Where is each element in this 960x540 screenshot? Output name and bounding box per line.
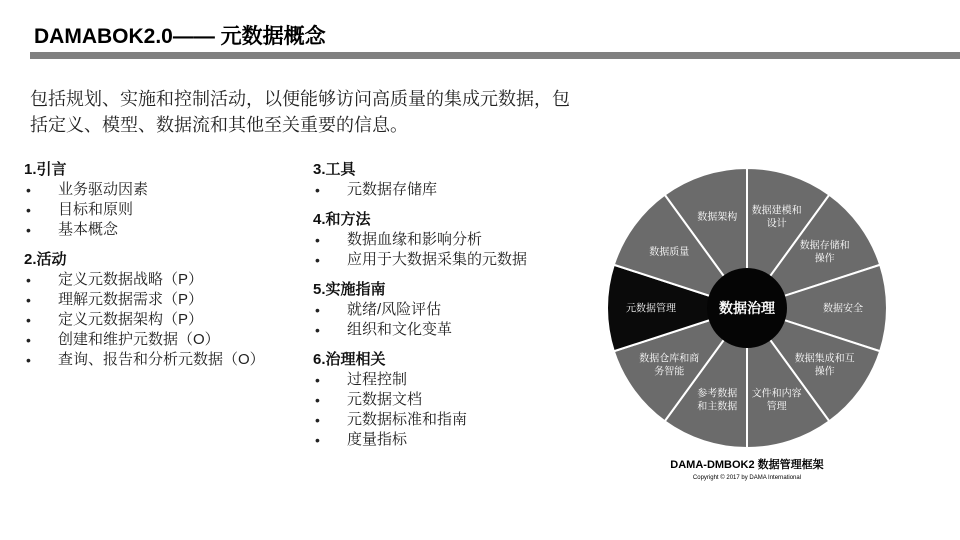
- section-heading: 1.引言: [24, 161, 67, 178]
- section-activities: [24, 250, 324, 370]
- list-item: • 应用于大数据采集的元数据: [313, 250, 613, 270]
- page-title: DAMABOK2.0—— 元数据概念: [34, 25, 326, 48]
- wheel-caption: DAMA-DMBOK2 数据管理框架: [670, 459, 824, 471]
- wheel-segment-label-line: 元数据管理: [626, 303, 676, 315]
- wheel-segment-label: [697, 210, 737, 223]
- dmbok-wheel-diagram: [597, 158, 897, 448]
- wheel-segment-label-line: 操作: [814, 253, 835, 265]
- left-outline-column: [24, 160, 324, 380]
- list-item: • 数据血缘和影响分析: [313, 230, 613, 250]
- list-item: • 就绪/风险评估: [313, 300, 613, 320]
- list-item: • 过程控制: [313, 370, 613, 390]
- wheel-segment-label: [626, 302, 676, 315]
- wheel-segment-label-line: 操作: [814, 366, 835, 378]
- wheel-segment-label-line: 数据建模和: [751, 205, 802, 217]
- section-introduction: [24, 160, 324, 240]
- wheel-segment-label: [823, 302, 863, 315]
- bullet-list: [24, 270, 324, 370]
- wheel-segment-label-line: 数据架构: [697, 212, 738, 224]
- bullet-list: [24, 180, 324, 240]
- list-item: • 理解元数据需求（P）: [24, 290, 324, 310]
- bullet-list: [313, 180, 613, 200]
- list-item: • 查询、报告和分析元数据（O）: [24, 350, 324, 370]
- list-item: • 元数据文档: [313, 390, 613, 410]
- section-governance: [313, 350, 613, 450]
- section-heading: 5.实施指南: [313, 281, 386, 298]
- list-item: • 目标和原则: [24, 200, 324, 220]
- list-item: • 度量指标: [313, 430, 613, 450]
- wheel-segment-label-line: 文件和内容: [751, 388, 802, 400]
- right-outline-column: [313, 160, 613, 460]
- wheel-copyright: Copyright © 2017 by DAMA International: [692, 475, 802, 481]
- wheel-segment-label-line: 设计: [766, 218, 787, 230]
- dmbok-wheel-figure: [597, 158, 897, 498]
- list-item: • 组织和文化变革: [313, 320, 613, 340]
- section-heading: 6.治理相关: [313, 351, 386, 368]
- list-item: • 定义元数据架构（P）: [24, 310, 324, 330]
- wheel-center-label: 数据治理: [719, 301, 775, 317]
- title-divider: [30, 52, 960, 59]
- list-item: • 元数据标准和指南: [313, 410, 613, 430]
- wheel-segment-label-line: 管理: [766, 401, 787, 413]
- intro-paragraph: 包括规划、实施和控制活动，以便能够访问高质量的集成元数据，包括定义、模型、数据流和其他至关重要的信息。: [30, 89, 570, 135]
- wheel-segment-label-line: 数据仓库和商: [639, 353, 700, 365]
- wheel-segment-label-line: 数据集成和互: [794, 353, 855, 365]
- wheel-segment-label-line: 数据质量: [649, 247, 690, 259]
- bullet-list: [313, 300, 613, 340]
- wheel-segment-label: [649, 245, 689, 258]
- section-heading: 3.工具: [313, 161, 356, 178]
- wheel-segment-label-line: 数据存储和: [799, 240, 850, 252]
- bullet-list: [313, 230, 613, 270]
- wheel-segment-label-line: 参考数据: [697, 388, 738, 400]
- wheel-segment-label-line: 和主数据: [697, 401, 738, 413]
- list-item: • 基本概念: [24, 220, 324, 240]
- section-tools: [313, 160, 613, 200]
- list-item: • 元数据存储库: [313, 180, 613, 200]
- wheel-segment-label-line: 务智能: [654, 366, 685, 378]
- section-methods: [313, 210, 613, 270]
- section-heading: 2.活动: [24, 251, 67, 268]
- list-item: • 定义元数据战略（P）: [24, 270, 324, 290]
- wheel-segment-label: [697, 386, 737, 412]
- section-heading: 4.和方法: [313, 211, 371, 228]
- wheel-segment-label-line: 数据安全: [823, 303, 863, 315]
- bullet-list: [313, 370, 613, 450]
- list-item: • 业务驱动因素: [24, 180, 324, 200]
- section-implementation: [313, 280, 613, 340]
- list-item: • 创建和维护元数据（O）: [24, 330, 324, 350]
